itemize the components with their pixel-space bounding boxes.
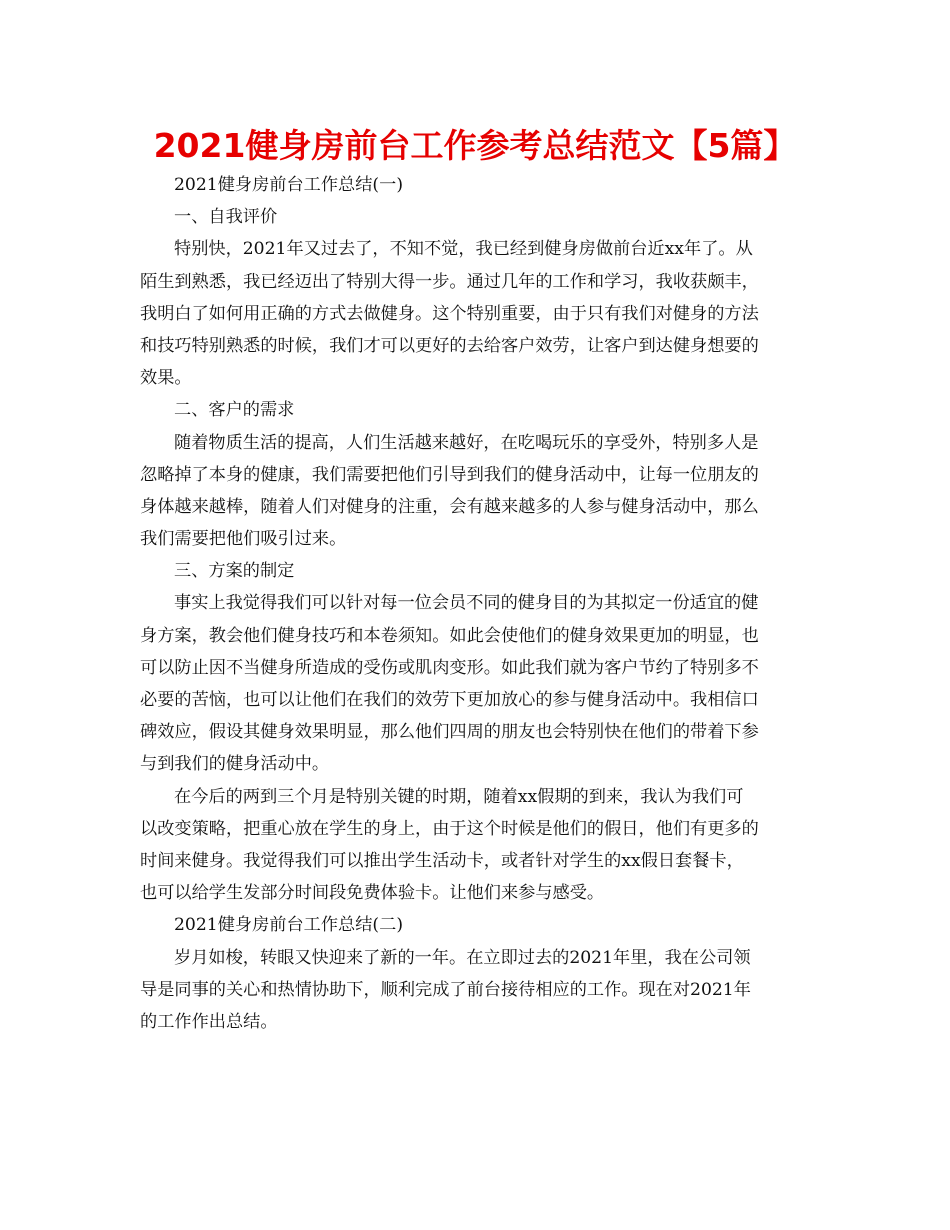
paragraph-line: 随着物质生活的提高，人们生活越来越好，在吃喝玩乐的享受外，特别多人是 [174,432,759,453]
paragraph-line: 我们需要把他们吸引过来。 [140,529,347,550]
paragraph-line: 和技巧特别熟悉的时候，我们才可以更好的去给客户效劳，让客户到达健身想要的 [140,335,759,356]
section-heading: 2021健身房前台工作总结(二) [174,915,404,936]
paragraph-line: 陌生到熟悉，我已经迈出了特别大得一步。通过几年的工作和学习，我收获颇丰， [140,271,759,292]
paragraph-line: 忽略掉了本身的健康，我们需要把他们引导到我们的健身活动中，让每一位朋友的 [140,464,759,485]
document-body [140,169,812,1038]
section-heading: 2021健身房前台工作总结(一) [174,175,404,195]
paragraph-line: 也可以给学生发部分时间段免费体验卡。让他们来参与感受。 [140,883,605,904]
subheading: 二、客户的需求 [174,400,295,421]
paragraph-line: 与到我们的健身活动中。 [140,754,330,775]
paragraph-line: 我明白了如何用正确的方式去做健身。这个特别重要，由于只有我们对健身的方法 [140,303,759,324]
paragraph-line: 以改变策略，把重心放在学生的身上，由于这个时候是他们的假日，他们有更多的 [140,818,759,839]
subheading: 三、方案的制定 [174,561,295,582]
paragraph-line: 在今后的两到三个月是特别关键的时期，随着xx假期的到来，我认为我们可 [174,786,744,807]
paragraph-line: 事实上我觉得我们可以针对每一位会员不同的健身目的为其拟定一份适宜的健 [174,593,759,614]
subheading: 一、自我评价 [174,207,278,228]
paragraph-line: 必要的苦恼，也可以让他们在我们的效劳下更加放心的参与健身活动中。我相信口 [140,690,759,710]
paragraph-line: 碑效应，假设其健身效果明显，那么他们四周的朋友也会特别快在他们的带着下参 [140,722,759,743]
paragraph-line: 的工作作出总结。 [140,1011,278,1032]
paragraph-line: 特别快，2021年又过去了，不知不觉，我已经到健身房做前台近xx年了。从 [174,239,753,260]
document-title: 2021健身房前台工作参考总结范文【5篇】 [153,126,797,165]
paragraph-line: 效果。 [140,368,192,389]
paragraph-line: 可以防止因不当健身所造成的受伤或肌肉变形。如此我们就为客户节约了特别多不 [140,657,759,678]
paragraph-line: 导是同事的关心和热情协助下，顺利完成了前台接待相应的工作。现在对2021年 [140,979,751,1000]
paragraph-line: 岁月如梭，转眼又快迎来了新的一年。在立即过去的2021年里，我在公司领 [174,947,751,968]
paragraph-line: 身方案，教会他们健身技巧和本卷须知。如此会使他们的健身效果更加的明显，也 [140,625,759,646]
paragraph-line: 身体越来越棒，随着人们对健身的注重，会有越来越多的人参与健身活动中，那么 [140,496,759,517]
paragraph-line: 时间来健身。我觉得我们可以推出学生活动卡，或者针对学生的xx假日套餐卡， [140,850,744,871]
